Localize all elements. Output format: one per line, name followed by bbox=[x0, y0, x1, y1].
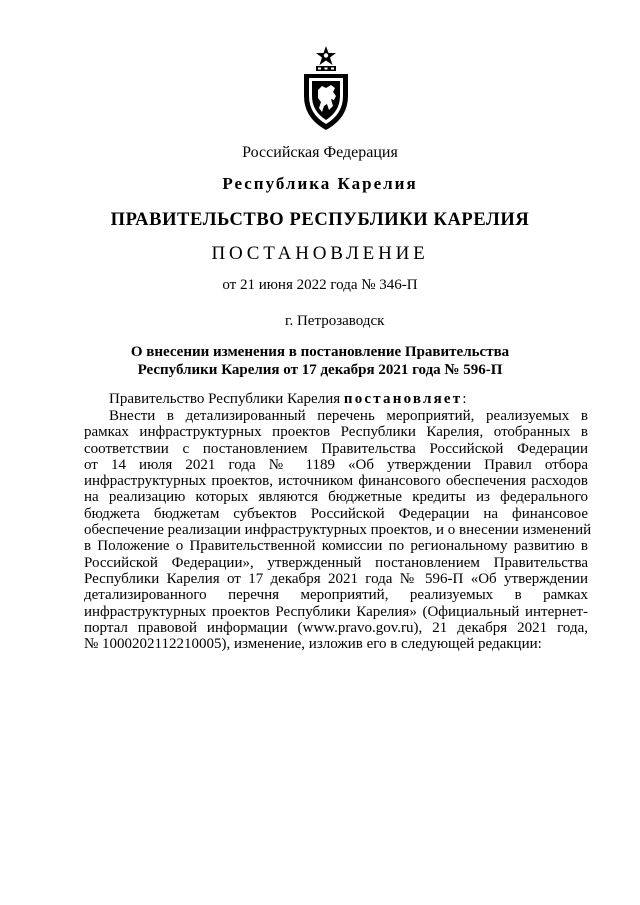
karelia-coat-of-arms-icon bbox=[298, 44, 354, 132]
body-line: бюджета бюджетам субъектов Российской Федерации на финансовое bbox=[84, 505, 588, 522]
intro-suffix: : bbox=[462, 391, 467, 407]
title-line: О внесении изменения в постановление Правительства bbox=[130, 344, 510, 360]
body-line: в Положение о Правительственной комиссии по региональному развитию в bbox=[84, 538, 588, 555]
body-line: № 1000202112210005), изменение, изложив его в следующей редакции: bbox=[84, 636, 542, 653]
government-name: ПРАВИТЕЛЬСТВО РЕСПУБЛИКИ КАРЕЛИЯ bbox=[110, 210, 530, 230]
body-line: детализированного перечня мероприятий, реализуемых в рамках bbox=[84, 587, 588, 604]
city-name: г. Петрозаводск bbox=[285, 313, 385, 329]
intro-verb: постановляет bbox=[343, 391, 463, 407]
body-line: инфраструктурных проектов, источником финансового обеспечения расходов bbox=[84, 473, 588, 490]
body-line: от 14 июля 2021 года № 1189 «Об утверждении Правил отбора bbox=[84, 456, 588, 473]
body-line: Внести в детализированный перечень мероприятий, реализуемых в bbox=[109, 408, 588, 424]
body-line: на реализацию которых являются бюджетные кредиты из федерального bbox=[84, 489, 588, 506]
body-line: Республики Карелия от 17 декабря 2021 года № 596-П «Об утверждении bbox=[84, 570, 588, 587]
country-name: Российская Федерация bbox=[242, 144, 398, 161]
date-number: от 21 июня 2022 года № 346-П bbox=[222, 277, 418, 293]
body-line: обеспечение реализации инфраструктурных проектов, и о внесении изменений bbox=[84, 522, 592, 539]
body-line: инфраструктурных проектов Республики Карелия» (Официальный интернет- bbox=[84, 603, 588, 620]
body-line: портал правовой информации (www.pravo.gov.ru), 21 декабря 2021 года, bbox=[84, 619, 588, 636]
body-paragraph bbox=[84, 408, 592, 653]
title-line: Республики Карелия от 17 декабря 2021 года № 596-П bbox=[137, 362, 503, 378]
intro-paragraph bbox=[109, 391, 467, 408]
document-type: ПОСТАНОВЛЕНИЕ bbox=[211, 243, 429, 264]
body-line: рамках инфраструктурных проектов Республики Карелия, отобранных в bbox=[84, 424, 588, 441]
document-title bbox=[0, 343, 640, 379]
body-line: Российской Федерации», утвержденный постановлением Правительства bbox=[84, 554, 588, 571]
republic-name: Республика Карелия bbox=[222, 174, 418, 193]
body-line: соответствии с постановлением Правительства Российской Федерации bbox=[84, 440, 588, 457]
intro-prefix: Правительство Республики Карелия bbox=[109, 391, 344, 407]
